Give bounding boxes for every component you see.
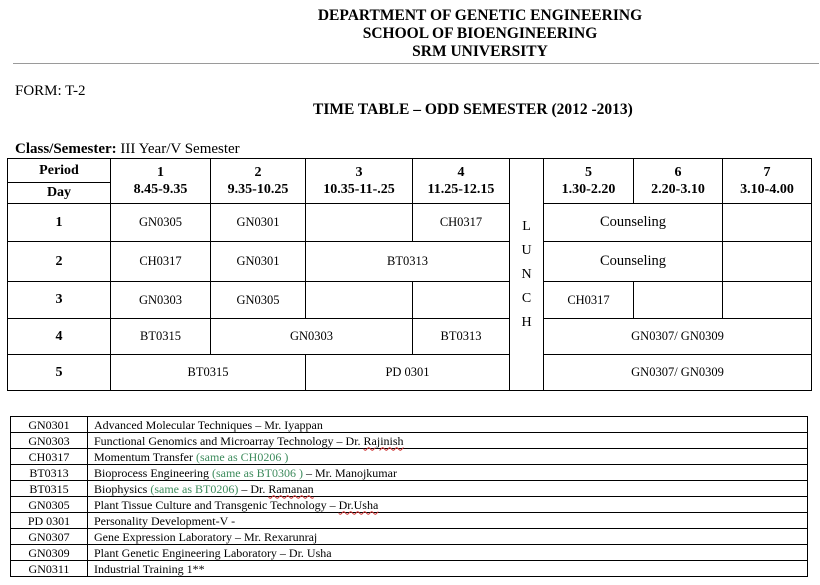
subject-title <box>88 433 808 449</box>
subject-title-text: Personality Development-V - <box>94 513 236 528</box>
subject-title <box>88 529 808 545</box>
period-time: 1.30-2.20 <box>561 182 616 197</box>
day-number: 2 <box>8 242 111 282</box>
period-time: 3.10-4.00 <box>740 182 794 197</box>
day-row-4 <box>8 319 812 355</box>
day-number: 4 <box>8 319 111 355</box>
period-number: 2 <box>254 165 262 180</box>
subject-title <box>88 417 808 433</box>
timetable-cell: GN0301 <box>211 204 306 242</box>
header-row-period <box>8 159 812 183</box>
lunch-letter: C <box>521 290 532 306</box>
department-title: DEPARTMENT OF GENETIC ENGINEERING <box>317 7 643 24</box>
subject-title <box>88 561 808 577</box>
subject-row <box>11 497 808 513</box>
subject-code: GN0303 <box>11 433 88 449</box>
subject-code: PD 0301 <box>11 513 88 529</box>
class-value: III Year/V Semester <box>120 141 240 157</box>
subject-row <box>11 561 808 577</box>
subject-code: GN0307 <box>11 529 88 545</box>
timetable-cell: GN0303 <box>111 282 211 319</box>
timetable-cell: PD 0301 <box>306 355 510 391</box>
timetable-cell: GN0307/ GN0309 <box>544 355 812 391</box>
subject-row <box>11 433 808 449</box>
period-header-5 <box>544 159 634 204</box>
subject-title-text: Advanced Molecular Techniques – Mr. Iyappan <box>94 417 323 432</box>
timetable-cell <box>306 282 413 319</box>
subject-title <box>88 497 808 513</box>
period-header-1 <box>111 159 211 204</box>
subject-code: BT0313 <box>11 465 88 481</box>
period-number: 5 <box>585 165 592 180</box>
lunch-column <box>510 159 544 391</box>
day-row-3 <box>8 282 812 319</box>
day-label: Day <box>8 183 111 204</box>
timetable-cell: Counseling <box>544 204 723 242</box>
day-number: 1 <box>8 204 111 242</box>
subject-code: CH0317 <box>11 449 88 465</box>
same-as-note: (same as BT0206) <box>150 481 239 496</box>
timetable-cell: BT0315 <box>111 319 211 355</box>
timetable-cell: BT0313 <box>413 319 510 355</box>
lunch-letter: N <box>521 266 532 282</box>
same-as-note: (same as BT0306 ) <box>211 465 303 480</box>
period-number: 1 <box>157 165 164 180</box>
day-row-5 <box>8 355 812 391</box>
subject-title <box>88 545 808 561</box>
subject-row <box>11 465 808 481</box>
subject-row <box>11 449 808 465</box>
period-header-2 <box>211 159 306 204</box>
subject-title <box>88 449 808 465</box>
subject-code: GN0305 <box>11 497 88 513</box>
header-divider <box>13 63 819 64</box>
timetable-cell <box>723 204 812 242</box>
subject-title-text: Gene Expression Laboratory – Mr. Rexarunraj <box>94 529 318 544</box>
subject-row <box>11 417 808 433</box>
timetable-cell <box>306 204 413 242</box>
timetable-cell: CH0317 <box>111 242 211 282</box>
subject-title-text: Momentum Transfer <box>94 449 196 464</box>
subject-row <box>11 529 808 545</box>
subject-title-text: Functional Genomics and Microarray Technology – Dr. <box>94 433 364 448</box>
subject-code: GN0311 <box>11 561 88 577</box>
lunch-letter: U <box>521 242 532 258</box>
subject-row <box>11 545 808 561</box>
subject-row <box>11 513 808 529</box>
subject-title <box>88 481 808 497</box>
period-header-4 <box>413 159 510 204</box>
subject-row <box>11 481 808 497</box>
period-header-7 <box>723 159 812 204</box>
subject-title-text: Industrial Training 1** <box>94 561 205 576</box>
form-label: FORM: T-2 <box>15 83 86 99</box>
timetable-cell: BT0313 <box>306 242 510 282</box>
lunch-letter: H <box>521 314 532 330</box>
class-semester-line <box>15 141 240 158</box>
lunch-letter: L <box>522 218 531 234</box>
subject-title <box>88 513 808 529</box>
timetable-cell: GN0305 <box>111 204 211 242</box>
period-time: 8.45-9.35 <box>133 182 188 197</box>
timetable-cell: GN0301 <box>211 242 306 282</box>
timetable-title: TIME TABLE – ODD SEMESTER (2012 -2013) <box>313 101 633 118</box>
subject-code: GN0309 <box>11 545 88 561</box>
subject-code: BT0315 <box>11 481 88 497</box>
timetable-grid <box>7 158 812 391</box>
subject-title-text: Plant Genetic Engineering Laboratory – Dr. Usha <box>94 545 332 560</box>
period-header-6 <box>634 159 723 204</box>
timetable-cell: CH0317 <box>544 282 634 319</box>
timetable-cell <box>723 282 812 319</box>
university-title: SRM UNIVERSITY <box>412 43 548 60</box>
timetable-cell: BT0315 <box>111 355 306 391</box>
period-number: 3 <box>355 165 363 180</box>
period-label: Period <box>8 159 111 183</box>
timetable-cell <box>413 282 510 319</box>
day-number: 3 <box>8 282 111 319</box>
period-header-3 <box>306 159 413 204</box>
subject-title-tail: – Mr. Manojkumar <box>302 465 397 480</box>
day-row-1 <box>8 204 812 242</box>
faculty-name: Ramanan <box>268 481 314 496</box>
subject-title-text: Plant Tissue Culture and Transgenic Technology – <box>94 497 339 512</box>
subject-legend-table <box>10 416 808 577</box>
period-number: 6 <box>674 165 682 180</box>
subject-title-tail: – Dr. <box>238 481 269 496</box>
timetable-cell: Counseling <box>544 242 723 282</box>
subject-title-text: Bioprocess Engineering <box>94 465 212 480</box>
timetable-cell: GN0305 <box>211 282 306 319</box>
timetable-cell: GN0303 <box>211 319 413 355</box>
period-time: 10.35-11-.25 <box>323 182 395 197</box>
faculty-name: Dr.Usha <box>338 497 379 512</box>
day-row-2 <box>8 242 812 282</box>
timetable-cell: GN0307/ GN0309 <box>544 319 812 355</box>
subject-title <box>88 465 808 481</box>
period-time: 9.35-10.25 <box>227 182 289 197</box>
subject-code: GN0301 <box>11 417 88 433</box>
school-title: SCHOOL OF BIOENGINEERING <box>362 25 598 42</box>
period-time: 2.20-3.10 <box>651 182 705 197</box>
class-label: Class/Semester: <box>15 141 117 157</box>
period-number: 4 <box>457 165 465 180</box>
timetable-cell <box>723 242 812 282</box>
timetable-cell: CH0317 <box>413 204 510 242</box>
day-number: 5 <box>8 355 111 391</box>
timetable-cell <box>634 282 723 319</box>
same-as-note: (same as CH0206 ) <box>196 449 289 464</box>
subject-title-text: Biophysics <box>94 481 151 496</box>
faculty-name: Rajinish <box>363 433 404 448</box>
period-time: 11.25-12.15 <box>427 182 495 197</box>
period-number: 7 <box>763 165 771 180</box>
